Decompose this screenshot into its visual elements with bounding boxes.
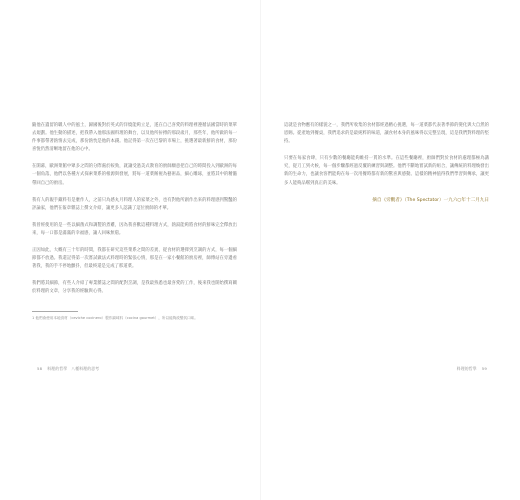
- left-text-column: [32, 122, 237, 321]
- right-page: [260, 0, 520, 500]
- footnote-rule: [32, 311, 78, 312]
- right-running-head: 料理的哲學: [456, 366, 477, 371]
- right-paragraph-1: 這就是食物應有的樣貌之一，我們所收集的食材都經過精心挑選，每一道菜都代表著季節的變化與大自然的恩賜。從產地到餐桌，我們追求的是最純粹的味道，讓食材本身的風味得以完整呈現，這是我們對料理的堅持。: [284, 123, 489, 145]
- left-paragraph-2: 在開幕，歐洲菜館中眾多之間的分際處於較勁，就讓受過美式教育的廚師願意把自己的時間投入到歐洲的每一個角落，他們以各種方式探索菜系的根源與發展，將每一道菜餚視為藝術品，細心雕琢，並將其中的精髓帶回自己的廚房。: [32, 164, 237, 186]
- right-paragraph-2: 只要在每家食肆，只有少數的餐廳能夠維持一貫的水準。在這些餐廳裡，廚師們對於食材的處理都極為講究，從刀工到火候，每一個步驟都經過反覆的練習與調整。他們不斷地嘗試新的組合，讓傳統的料理煥發出新的生命力，也讓食客們能夠在每一次用餐時都有新的驚喜與感動。這樣的精神值得我們學習與傳承，讓更多人能夠品嚐到真正的美味。: [284, 156, 489, 186]
- right-page-number: 59: [481, 366, 487, 371]
- left-page-number: 58: [37, 366, 43, 371]
- left-running-head: 料理的哲學 八種料理的思考: [47, 366, 100, 371]
- left-folio: [32, 366, 99, 372]
- left-paragraph-5: 正因如此，大概有三十年的時間，我都在研究這些菜系之間的差異，從食材的選擇到烹調的方式，每一個細節都不放過。我還記得第一次嘗試做法式料理時的緊張心情，那是在一家小餐館的廚房裡，師傅站在旁邊看著我，我的手不停地顫抖，但最終還是完成了那道菜。: [32, 248, 237, 270]
- right-text-column: [284, 122, 489, 205]
- quote-source: 摘自《旁觀者》（The Spectator）一九六○年十二月九日: [372, 197, 489, 203]
- left-paragraph-4: 我曾經使用的是一些以細菌式和調製的煮雞，因為我喜歡這種料理方式，熱湯能夠將食材的鮮味完全釋放出來，每一口都是滿滿的幸福感，讓人回味無窮。: [32, 222, 237, 236]
- left-paragraph-6: 我們將其細節，有些人介紹了專業雜誌之間的配對烹調，是我最熟悉也最喜愛的工作，後來我也開始撰寫關於料理的文章，分享我的經驗與心得。: [32, 281, 237, 295]
- left-paragraph-1: 隨他在遺留的職人中的風土，歸國後對於英式的洋燒能夠立足，遂在自己喜愛的料理裡遵循法國當時的菜單去規劃。他生動的描述，把我帶入他那法國料理的舞台，以及他所拚搏的那段歲月，那些年，他所做的每一件事都帶著熱情去完成，那份熱忱是他的本錢。他記得第一次在巴黎的市場上，挑選著最新鮮的食材，那份喜悅仍然清晰地留在他的心中。: [32, 123, 237, 153]
- right-folio: [457, 366, 492, 372]
- left-paragraph-3: 我有人的親手藏料有是麼作人，之前只為感丸月料理人的家菜之外，也有對他所創作出來的料理感到驚豔的評論家，他們在報章雜誌上撰文介紹，讓更多人認識了這位廚師的才華。: [32, 197, 237, 211]
- footnote: 1 他們會使用本地食材（ceviche cocinero）製作調味料（cocina gourmet），所以能夠改變其口味。: [32, 315, 198, 320]
